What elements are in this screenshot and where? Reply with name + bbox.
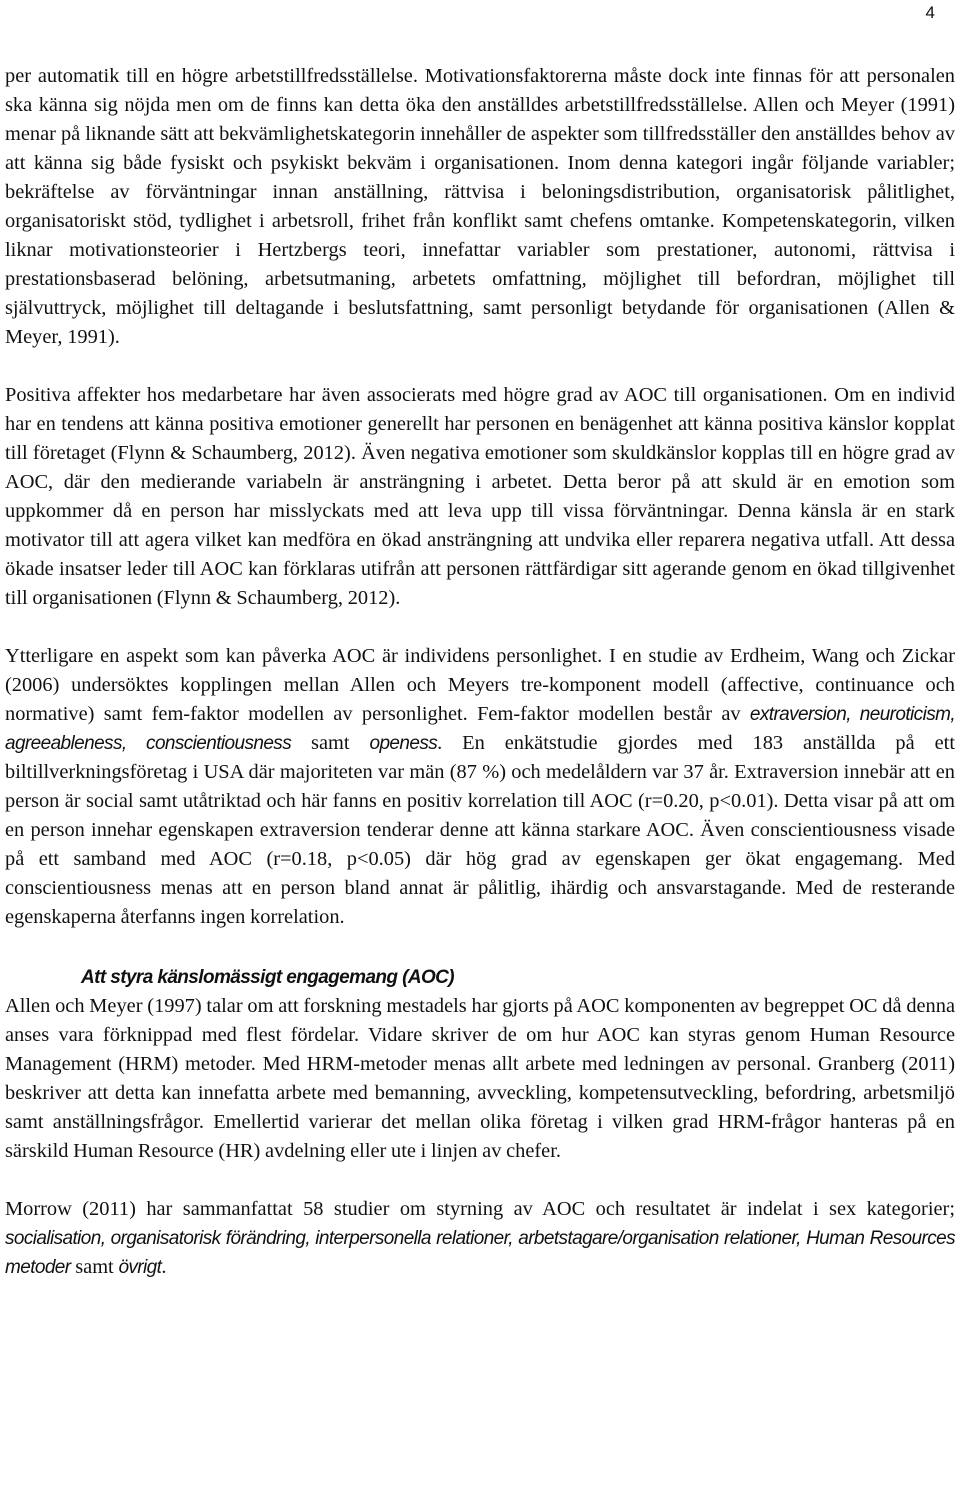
- openess-trait: openess: [369, 733, 438, 754]
- five-factor-traits: extraversion, neuroticism, agreeableness, conscientiousness: [5, 704, 955, 754]
- morrow-ovrigt: övrigt: [118, 1257, 162, 1278]
- page-number: 4: [925, 3, 935, 22]
- section-heading: Att styra känslomässigt engagemang (AOC): [81, 967, 454, 988]
- paragraph-morrow: [5, 1195, 955, 1282]
- morrow-end: .: [161, 1256, 167, 1278]
- morrow-samt: samt: [70, 1256, 119, 1278]
- personality-text-start: Ytterligare en aspekt som kan påverka AOC är individens personlighet. I en studie av Erdheim, Wang och Zickar (2006) undersöktes kopplingen mellan Allen och Meyers tre-komponent modell (affective, continuance och normative) samt fem-faktor modellen av personlighet. Fem-faktor modellen består av: [5, 645, 955, 725]
- paragraph-positive-affects: Positiva affekter hos medarbetare har även associerats med högre grad av AOC till organisationen. Om en individ har en tendens att känna positiva emotioner generellt har personen en benägenhet att känna positiva känslor kopplat till företaget (Flynn & Schaumberg, 2012). Även negativa emotioner som skuldkänslor kopplas till en högre grad av AOC, där den medierande variabeln är ansträngning i arbetet. Detta beror på att skuld är en emotion som uppkommer då en person har misslyckats med att leva upp till vissa förväntningar. Denna känsla är en stark motivator till att agera vilket kan medföra en ökad ansträngning att undvika eller reparera negativa utfall. Att dessa ökade insatser leder till AOC kan förklaras utifrån att personen rättfärdigar sitt agerande genom en ökad tillgivenhet till organisationen (Flynn & Schaumberg, 2012).: [5, 384, 955, 609]
- paragraph-personality: [5, 642, 955, 932]
- morrow-categories: socialisation, organisatorisk förändring, interpersonella relationer, arbetstagare/organisation relationer, Human Resources metoder: [5, 1228, 955, 1278]
- morrow-text-start: Morrow (2011) har sammanfattat 58 studier om styrning av AOC och resultatet är indelat i sex kategorier;: [5, 1198, 955, 1220]
- samt-connector: samt: [291, 732, 370, 754]
- personality-text-end: . En enkätstudie gjordes med 183 anställda på ett biltillverkningsföretag i USA där majoriteten var män (87 %) och medelåldern var 37 år. Extraversion innebär att en person är social samt utåtriktad och här fanns en positiv korrelation till AOC (r=0.20, p<0.01). Detta visar på att om en person innehar egenskapen extraversion tenderar denne att känna starkare AOC. Även conscientiousness visade på ett samband med AOC (r=0.18, p<0.05) där hög grad av egenskapen ger ökat engagemang. Med conscientiousness menas att en person bland annat är pålitlig, ihärdig och ansvarstagande. Med de resterande egenskaperna återfanns ingen korrelation.: [5, 732, 955, 928]
- body-text: [5, 62, 955, 1282]
- paragraph-hrm: Allen och Meyer (1997) talar om att forskning mestadels har gjorts på AOC komponenten av begreppet OC då denna anses vara förknippad med flest fördelar. Vidare skriver de om hur AOC kan styras genom Human Resource Management (HRM) metoder. Med HRM-metoder menas allt arbete med ledningen av personal. Granberg (2011) beskriver att detta kan innefatta arbete med bemanning, avveckling, kompetensutveckling, befordring, arbetsmiljö samt anställningsfrågor. Emellertid varierar det mellan olika företag i vilken grad HRM-frågor hanteras på en särskild Human Resource (HR) avdelning eller ute i linjen av chefer.: [5, 995, 955, 1162]
- paragraph-motivation-categories: per automatik till en högre arbetstillfredsställelse. Motivationsfaktorerna måste dock inte finnas för att personalen ska känna sig nöjda men om de finns kan detta öka den anställdes arbetstillfredsställelse. Allen och Meyer (1991) menar på liknande sätt att bekvämlighetskategorin innehåller de aspekter som tillfredsställer den anställdes behov av att känna sig både fysiskt och psykiskt bekväm i organisationen. Inom denna kategori ingår följande variabler; bekräftelse av förväntningar innan anställning, rättvisa i beloningsdistribution, organisatorisk pålitlighet, organisatoriskt stöd, tydlighet i arbetsroll, frihet från konflikt samt chefens omtanke. Kompetenskategorin, vilken liknar motivationsteorier i Hertzbergs teori, innefattar variabler som prestationer, autonomi, rättvisa i prestationsbaserad belöning, arbetsutmaning, arbetets omfattning, möjlighet till befordran, möjlighet till självuttryck, möjlighet till deltagande i beslutsfattning, samt personligt betydande för organisationen (Allen & Meyer, 1991).: [5, 65, 955, 348]
